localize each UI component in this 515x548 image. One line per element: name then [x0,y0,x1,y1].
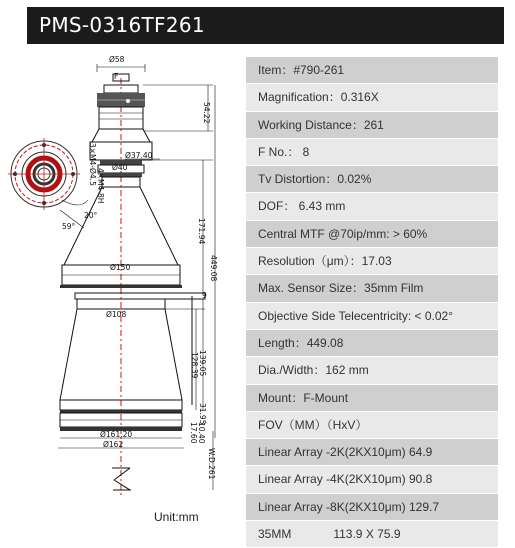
collar-dia-label: Ø37.40 [125,151,153,160]
ring-dia-label: Ø40 [112,163,128,172]
spec-label: Linear Array -2K(2KX10μm) 64.9 [258,445,433,460]
angle2-label: 59° [62,222,76,231]
spec-row [246,139,498,166]
spec-label: Objective Side Telecentricity: < 0.02° [258,308,454,323]
spec-label: Tv Distortion：0.02% [258,172,372,187]
spec-row [246,112,498,139]
mid-dia-label: Ø150 [110,263,131,272]
angle1-label: 20° [84,211,98,220]
spec-row [246,466,498,493]
outer-dia-label: Ø162 [103,440,124,449]
thread2-label: 4×M4-8H [96,168,105,204]
wd-label: W.D.261 [207,448,216,480]
spec-row [246,303,498,330]
mount-label: F [114,72,119,81]
step-len-label: 31.95 [198,403,207,425]
spec-label: Dia./Width：162 mm [258,363,369,378]
spec-row [246,166,498,193]
unit-label: Unit:mm [154,510,199,524]
spec-row [246,275,498,302]
inner-dia-label: Ø108 [106,310,127,319]
spec-row [246,193,498,220]
top-mount [97,64,145,129]
cone-len-label: 171.94 [197,218,206,245]
spec-row [246,330,498,357]
total-len-label: 449.08 [209,255,218,282]
spec-label: Linear Array -8K(2KX10μm) 129.7 [258,499,440,514]
spec-label: Magnification：0.316X [258,90,379,105]
spec-row [246,84,498,111]
spec-row [246,521,498,548]
spec-row [246,385,498,412]
spec-row [246,494,498,521]
lens-drawing [0,50,240,538]
top-len-label: 54.22 [202,102,211,124]
spec-label: Resolution（μm）：17.03 [258,254,392,269]
top-dia-label: Ø58 [109,55,125,64]
spec-row [246,412,498,439]
spec-label: Working Distance：261 [258,117,384,132]
spec-label: Mount：F-Mount [258,390,349,405]
spec-row [246,221,498,248]
base-h2-label: 10.40 [197,422,206,444]
flange [75,293,205,405]
flange-th-label: 9 [202,291,207,300]
spec-row [246,439,498,466]
spec-row [246,57,498,84]
spec-label: Central MTF @70ip/mm: > 60% [258,226,428,241]
spec-label: 35MM [258,527,292,542]
spec-label: DOF： 6.43 mm [258,199,346,214]
spec-label: Max. Sensor Size：35mm Film [258,281,424,296]
lower-len1-label: 139.05 [198,350,207,377]
spec-label: F No.： 8 [258,144,310,159]
spec-label: Linear Array -4K(2KX10μm) 90.8 [258,472,433,487]
spec-label: FOV（MM）（HxV） [258,417,368,432]
bottom-dia-label: Ø161.20 [100,430,133,439]
spec-row [246,357,498,384]
lower-len2-label: 128.39 [190,352,199,379]
spec-table [246,57,498,548]
base-h1-label: 17.60 [189,422,198,444]
front-view [8,138,88,228]
spec-row [246,248,498,275]
product-title: PMS-0316TF261 [27,7,504,44]
spec-label: Length：449.08 [258,335,344,350]
thread1-label: 3×M4-Ø4.5 [88,143,97,186]
spec-value: 113.9 X 75.9 [333,527,401,542]
spec-label: Item：#790-261 [258,63,345,77]
